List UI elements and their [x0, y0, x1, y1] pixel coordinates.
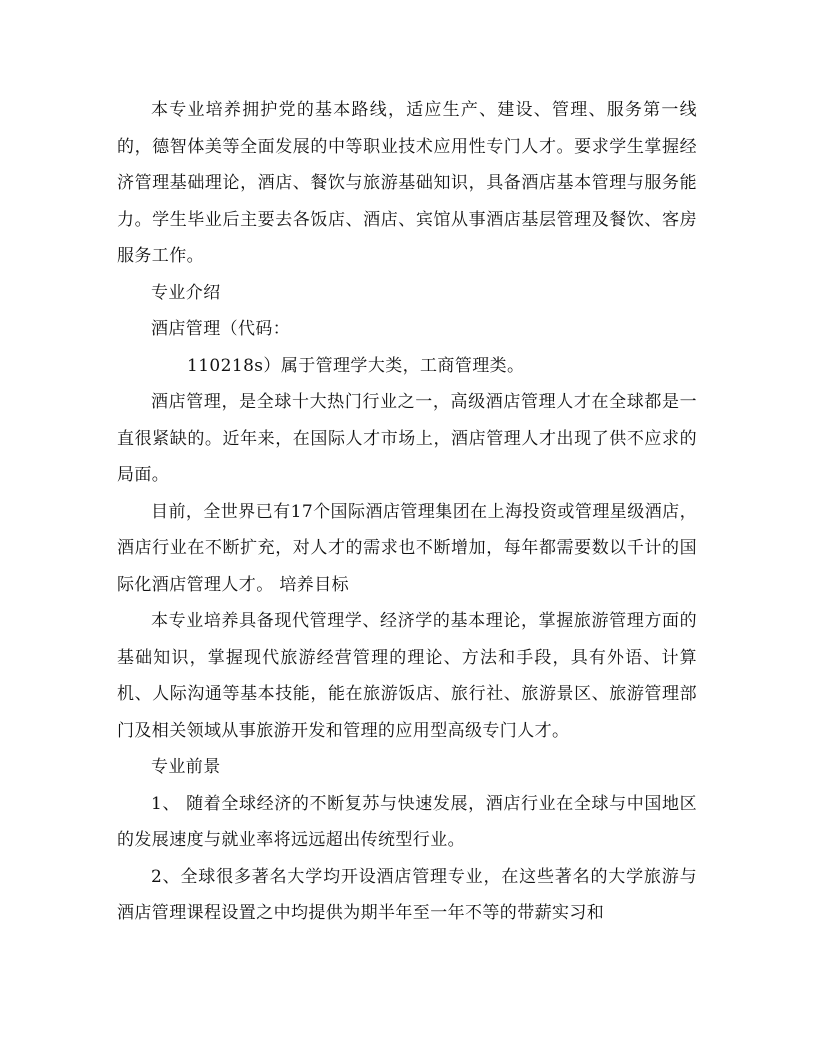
heading-major-prospects: 专业前景 — [151, 757, 221, 777]
paragraph-cultivation-target: 本专业培养具备现代管理学、经济学的基本理论，掌握旅游管理方面的基础知识，掌握现代旅游经营管理的理论、方法和手段，具有外语、计算机、人际沟通等基本技能，能在旅游饭店、旅行社、旅游景区、旅游管理部门及相关领域从事旅游开发和管理的应用型高级专门人才。 — [117, 611, 697, 741]
paragraph-industry-status: 酒店管理，是全球十大热门行业之一，高级酒店管理人才在全球都是一直很紧缺的。近年来，在国际人才市场上，酒店管理人才出现了供不应求的局面。 — [117, 392, 697, 485]
list-item-prospect-2: 2、全球很多著名大学均开设酒店管理专业，在这些著名的大学旅游与酒店管理课程设置之中均提供为期半年至一年不等的带薪实习和 — [117, 866, 697, 923]
document-body — [117, 92, 697, 932]
paragraph-training-goal: 本专业培养拥护党的基本路线，适应生产、建设、管理、服务第一线的，德智体美等全面发展的中等职业技术应用性专门人才。要求学生掌握经济管理基础理论，酒店、餐饮与旅游基础知识，具备酒店基本管理与服务能力。学生毕业后主要去各饭店、酒店、宾馆从事酒店基层管理及餐饮、客房服务工作。 — [117, 100, 697, 266]
paragraph-major-name: 酒店管理（代码： — [151, 319, 291, 339]
paragraph-shanghai-groups: 目前，全世界已有17个国际酒店管理集团在上海投资或管理星级酒店，酒店行业在不断扩充，对人才的需求也不断增加，每年都需要数以千计的国际化酒店管理人才。 培养目标 — [117, 501, 697, 595]
paragraph-major-code: 110218s）属于管理学大类，工商管理类。 — [187, 355, 525, 376]
list-item-prospect-1: 1、 随着全球经济的不断复苏与快速发展，酒店行业在全球与中国地区的发展速度与就业率将远远超出传统型行业。 — [117, 793, 697, 850]
heading-major-intro: 专业介绍 — [151, 282, 221, 303]
